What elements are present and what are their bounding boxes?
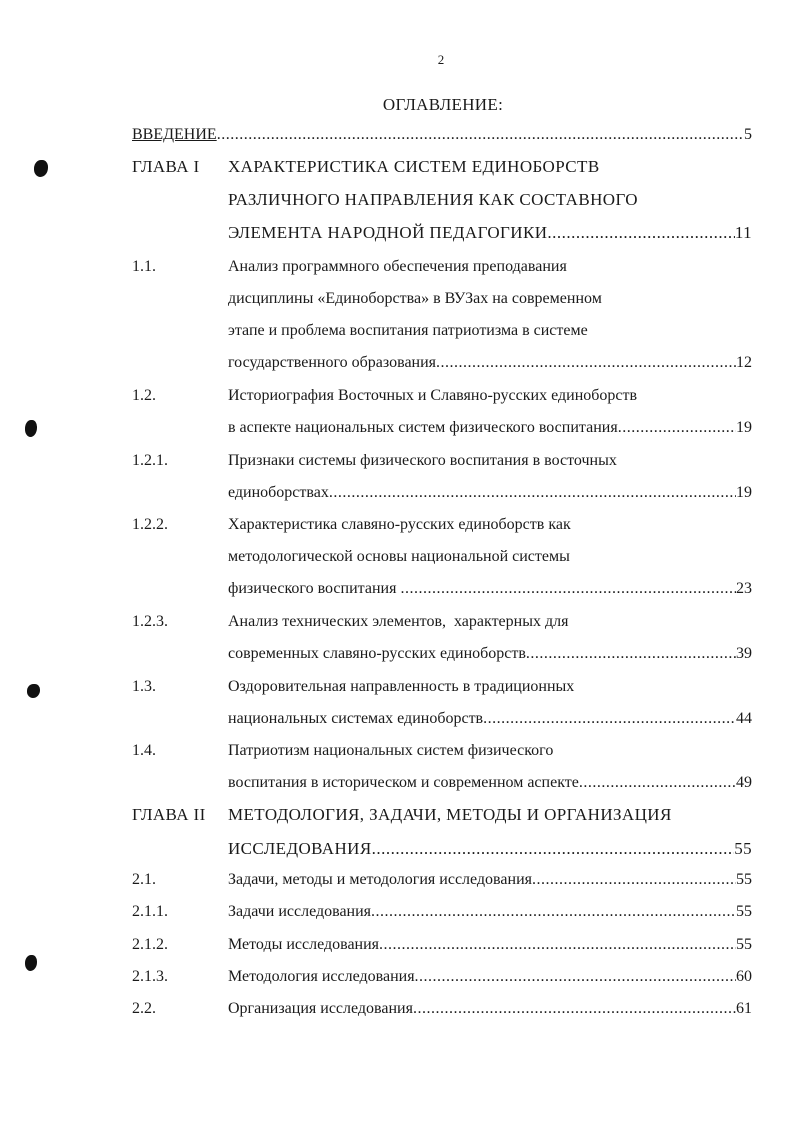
toc-section-1-2-3[interactable] <box>132 613 752 669</box>
section-title-last-line <box>228 484 752 508</box>
dot-leader <box>532 871 736 889</box>
dot-leader <box>579 774 736 792</box>
section-number: 2.2. <box>132 1000 156 1017</box>
dot-leader <box>483 710 736 728</box>
dot-leader <box>547 223 734 243</box>
chapter-title-last-line <box>228 223 752 247</box>
chapter-number: ГЛАВА I <box>132 157 200 176</box>
toc-chapter-2[interactable] <box>132 805 752 865</box>
section-page: 55 <box>736 871 752 888</box>
toc-section-1-1[interactable] <box>132 258 752 378</box>
section-title-text: Задачи, методы и методология исследования <box>228 871 532 888</box>
section-page: 23 <box>736 580 752 597</box>
toc-section-2-1-1[interactable] <box>132 903 752 927</box>
toc-section-1-4[interactable] <box>132 742 752 798</box>
dot-leader <box>413 1000 736 1018</box>
section-title-last-line <box>228 774 752 798</box>
section-title-text: Методология исследования <box>228 968 415 985</box>
section-page: 39 <box>736 645 752 662</box>
toc-section-1-2[interactable] <box>132 387 752 443</box>
dot-leader <box>400 580 736 598</box>
scan-blot-icon <box>25 420 37 437</box>
intro-page: 5 <box>744 126 752 143</box>
section-number: 1.2.1. <box>132 452 168 469</box>
section-number: 1.2.3. <box>132 613 168 630</box>
section-title-line: Анализ программного обеспечения преподавания <box>228 258 567 275</box>
section-page: 44 <box>736 710 752 727</box>
section-page: 60 <box>736 968 752 985</box>
section-title-text: воспитания в историческом и современном аспекте <box>228 774 579 791</box>
page-number: 2 <box>437 52 445 67</box>
section-title-last-line <box>228 419 752 443</box>
section-number: 2.1.2. <box>132 936 168 953</box>
section-number: 2.1.1. <box>132 903 168 920</box>
section-number: 1.2.2. <box>132 516 168 533</box>
section-title-line: Патриотизм национальных систем физического <box>228 742 554 759</box>
section-title-text: Организация исследования <box>228 1000 413 1017</box>
section-title-line: Признаки системы физического воспитания в восточных <box>228 452 617 469</box>
section-title-text: Задачи исследования <box>228 903 372 920</box>
section-title-text: Методы исследования <box>228 936 380 953</box>
section-title-line: Оздоровительная направленность в традиционных <box>228 678 575 695</box>
section-title-line: Характеристика славяно-русских единоборств как <box>228 516 571 533</box>
toc-section-2-1[interactable] <box>132 871 752 895</box>
section-title-last-line <box>228 903 752 927</box>
section-title-text: национальных системах единоборств <box>228 710 484 727</box>
dot-leader <box>415 968 736 986</box>
section-number: 1.4. <box>132 742 156 759</box>
section-title-last-line <box>228 936 752 960</box>
section-number: 2.1. <box>132 871 156 888</box>
section-title-line: Анализ технических элементов, характерных для <box>228 613 569 630</box>
section-page: 55 <box>736 903 752 920</box>
section-page: 61 <box>736 1000 752 1017</box>
section-title-last-line <box>228 968 752 992</box>
dot-leader <box>329 484 736 502</box>
section-title-text: физического воспитания <box>228 580 401 597</box>
toc-chapter-1[interactable] <box>132 157 752 253</box>
toc-section-1-3[interactable] <box>132 678 752 734</box>
toc-section-2-1-2[interactable] <box>132 936 752 960</box>
section-page: 19 <box>736 419 752 436</box>
dot-leader <box>217 126 744 144</box>
toc-entry-intro[interactable] <box>132 126 752 150</box>
chapter-title-last-line <box>228 839 752 863</box>
section-number: 2.1.3. <box>132 968 168 985</box>
section-title-text: единоборствах <box>228 484 329 501</box>
section-title-last-line <box>228 354 752 378</box>
chapter-number: ГЛАВА II <box>132 805 206 824</box>
section-title-text: в аспекте национальных систем физического воспитания <box>228 419 618 436</box>
chapter-title-text: ИССЛЕДОВАНИЯ <box>228 839 372 858</box>
toc-section-1-2-1[interactable] <box>132 452 752 508</box>
dot-leader <box>436 354 736 372</box>
section-title-last-line <box>228 710 752 734</box>
intro-label: ВВЕДЕНИЕ <box>132 126 217 143</box>
toc-section-1-2-2[interactable] <box>132 516 752 604</box>
section-title-text: государственного образования <box>228 354 437 371</box>
section-title-last-line <box>228 580 752 604</box>
chapter-title-line: ХАРАКТЕРИСТИКА СИСТЕМ ЕДИНОБОРСТВ <box>228 157 600 176</box>
section-page: 55 <box>736 936 752 953</box>
scan-blot-icon <box>34 160 48 177</box>
chapter-title-text: ЭЛЕМЕНТА НАРОДНОЙ ПЕДАГОГИКИ <box>228 223 548 242</box>
section-title-line: дисциплины «Единоборства» в ВУЗах на современном <box>228 290 602 307</box>
toc-section-2-2[interactable] <box>132 1000 752 1024</box>
section-page: 49 <box>736 774 752 791</box>
section-title-last-line <box>228 1000 752 1024</box>
scan-blot-icon <box>27 684 40 698</box>
dot-leader <box>371 903 736 921</box>
chapter-page: 11 <box>734 223 752 242</box>
section-page: 12 <box>736 354 752 371</box>
dot-leader <box>618 419 736 437</box>
section-title-line: методологической основы национальной системы <box>228 548 570 565</box>
scan-blot-icon <box>25 955 37 971</box>
section-title-text: современных славяно-русских единоборств <box>228 645 526 662</box>
section-number: 1.1. <box>132 258 156 275</box>
chapter-page: 55 <box>734 839 752 858</box>
toc-section-2-1-3[interactable] <box>132 968 752 992</box>
section-title-line: Историография Восточных и Славяно-русских единоборств <box>228 387 638 404</box>
toc-title: ОГЛАВЛЕНИЕ: <box>382 95 504 114</box>
section-title-last-line <box>228 871 752 895</box>
section-number: 1.3. <box>132 678 156 695</box>
dot-leader <box>379 936 736 954</box>
section-title-line: этапе и проблема воспитания патриотизма в системе <box>228 322 588 339</box>
chapter-title-line: РАЗЛИЧНОГО НАПРАВЛЕНИЯ КАК СОСТАВНОГО <box>228 190 638 209</box>
section-number: 1.2. <box>132 387 156 404</box>
section-title-last-line <box>228 645 752 669</box>
section-page: 19 <box>736 484 752 501</box>
chapter-title-line: МЕТОДОЛОГИЯ, ЗАДАЧИ, МЕТОДЫ И ОРГАНИЗАЦИЯ <box>228 805 672 824</box>
dot-leader <box>372 839 735 859</box>
dot-leader <box>526 645 736 663</box>
